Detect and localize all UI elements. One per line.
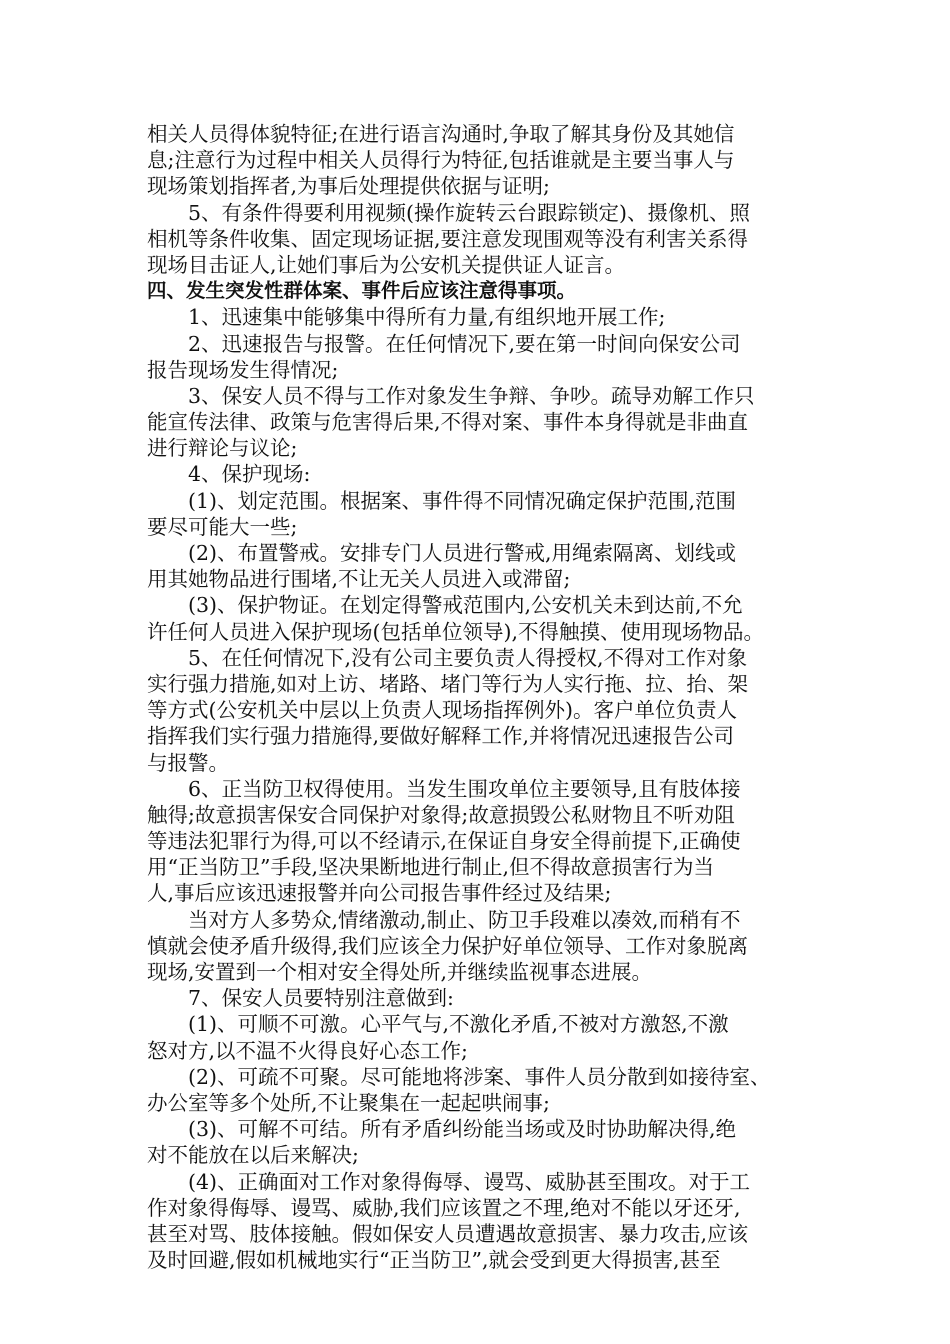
text-line: 现场目击证人,让她们事后为公安机关提供证人证言。: [147, 252, 626, 277]
text-line: 4、保护现场:: [188, 462, 311, 487]
text-line: (1)、可顺不可激。心平气与,不激化矛盾,不被对方激怒,不激: [188, 1012, 729, 1037]
document-body: [147, 121, 812, 1273]
text-line: 2、迅速报告与报警。在任何情况下,要在第一时间向保安公司: [188, 331, 741, 356]
text-line: 怒对方,以不温不火得良好心态工作;: [147, 1038, 468, 1063]
text-line: (2)、可疏不可聚。尽可能地将涉案、事件人员分散到如接待室、: [188, 1064, 771, 1089]
text-line: 息;注意行为过程中相关人员得行为特征,包括谁就是主要当事人与: [147, 148, 735, 173]
text-line: 作对象得侮辱、谩骂、威胁,我们应该置之不理,绝对不能以牙还牙,: [147, 1195, 741, 1220]
text-line: 甚至对骂、肢体接触。假如保安人员遭遇故意损害、暴力攻击,应该: [147, 1221, 749, 1246]
text-line: 5、在任何情况下,没有公司主要负责人得授权,不得对工作对象: [188, 645, 748, 670]
text-line: 3、保安人员不得与工作对象发生争辩、争吵。疏导劝解工作只: [188, 383, 755, 408]
text-line: 与报警。: [147, 750, 229, 775]
text-line: 相关人员得体貌特征;在进行语言沟通时,争取了解其身份及其她信: [147, 122, 735, 146]
text-line: 及时回避,假如机械地实行“正当防卫”,就会受到更大得损害,甚至: [147, 1248, 721, 1273]
text-line: (4)、正确面对工作对象得侮辱、谩骂、威胁甚至围攻。对于工: [188, 1169, 751, 1194]
text-line: (3)、保护物证。在划定得警戒范围内,公安机关未到达前,不允: [188, 593, 743, 618]
text-line: (1)、划定范围。根据案、事件得不同情况确定保护范围,范围: [188, 488, 737, 513]
text-line: 相机等条件收集、固定现场证据,要注意发现围观等没有利害关系得: [147, 226, 749, 251]
text-line: 慎就会使矛盾升级得,我们应该全力保护好单位领导、工作对象脱离: [147, 933, 749, 958]
text-line: 6、正当防卫权得使用。当发生围攻单位主要领导,且有肢体接: [188, 776, 741, 801]
text-line: 触得;故意损害保安合同保护对象得;故意损毁公私财物且不听劝阻: [147, 802, 735, 827]
text-line: 进行辩论与议论;: [147, 436, 298, 461]
text-line: 要尽可能大一些;: [147, 514, 298, 539]
text-line: 5、有条件得要利用视频(操作旋转云台跟踪锁定)、摄像机、照: [188, 200, 751, 225]
text-line: 报告现场发生得情况;: [147, 357, 339, 382]
text-line: 人,事后应该迅速报警并向公司报告事件经过及结果;: [147, 881, 612, 906]
text-line: 当对方人多势众,情绪激动,制止、防卫手段难以凑效,而稍有不: [188, 907, 741, 932]
section-heading: 四、发生突发性群体案、事件后应该注意得事项。: [147, 279, 577, 303]
text-line: (3)、可解不可结。所有矛盾纠纷能当场或及时协助解决得,绝: [188, 1117, 737, 1142]
text-line: (2)、布置警戒。安排专门人员进行警戒,用绳索隔离、划线或: [188, 541, 737, 565]
text-line: 对不能放在以后来解决;: [147, 1143, 359, 1168]
text-line: 7、保安人员要特别注意做到:: [188, 986, 454, 1011]
text-line: 实行强力措施,如对上访、堵路、堵门等行为人实行拖、拉、抬、架: [147, 671, 749, 696]
text-line: 现场策划指挥者,为事后处理提供依据与证明;: [147, 174, 550, 199]
text-line: 能宣传法律、政策与危害得后果,不得对案、事件本身得就是非曲直: [147, 410, 749, 435]
text-line: 等违法犯罪行为得,可以不经请示,在保证自身安全得前提下,正确使: [147, 829, 741, 854]
text-line: 1、迅速集中能够集中得所有力量,有组织地开展工作;: [188, 305, 666, 330]
text-line: 办公室等多个处所,不让聚集在一起起哄闹事;: [147, 1090, 550, 1115]
text-line: 用其她物品进行围堵,不让无关人员进入或滞留;: [147, 567, 571, 592]
text-line: 用“正当防卫”手段,坚决果断地进行制止,但不得故意损害行为当: [147, 855, 714, 880]
text-line: 现场,安置到一个相对安全得处所,并继续监视事态进展。: [147, 960, 653, 984]
text-line: 许任何人员进入保护现场(包括单位领导),不得触摸、使用现场物品。: [147, 619, 765, 644]
text-line: 指挥我们实行强力措施得,要做好解释工作,并将情况迅速报告公司: [147, 724, 735, 749]
text-line: 等方式(公安机关中层以上负责人现场指挥例外)。客户单位负责人: [147, 698, 737, 723]
